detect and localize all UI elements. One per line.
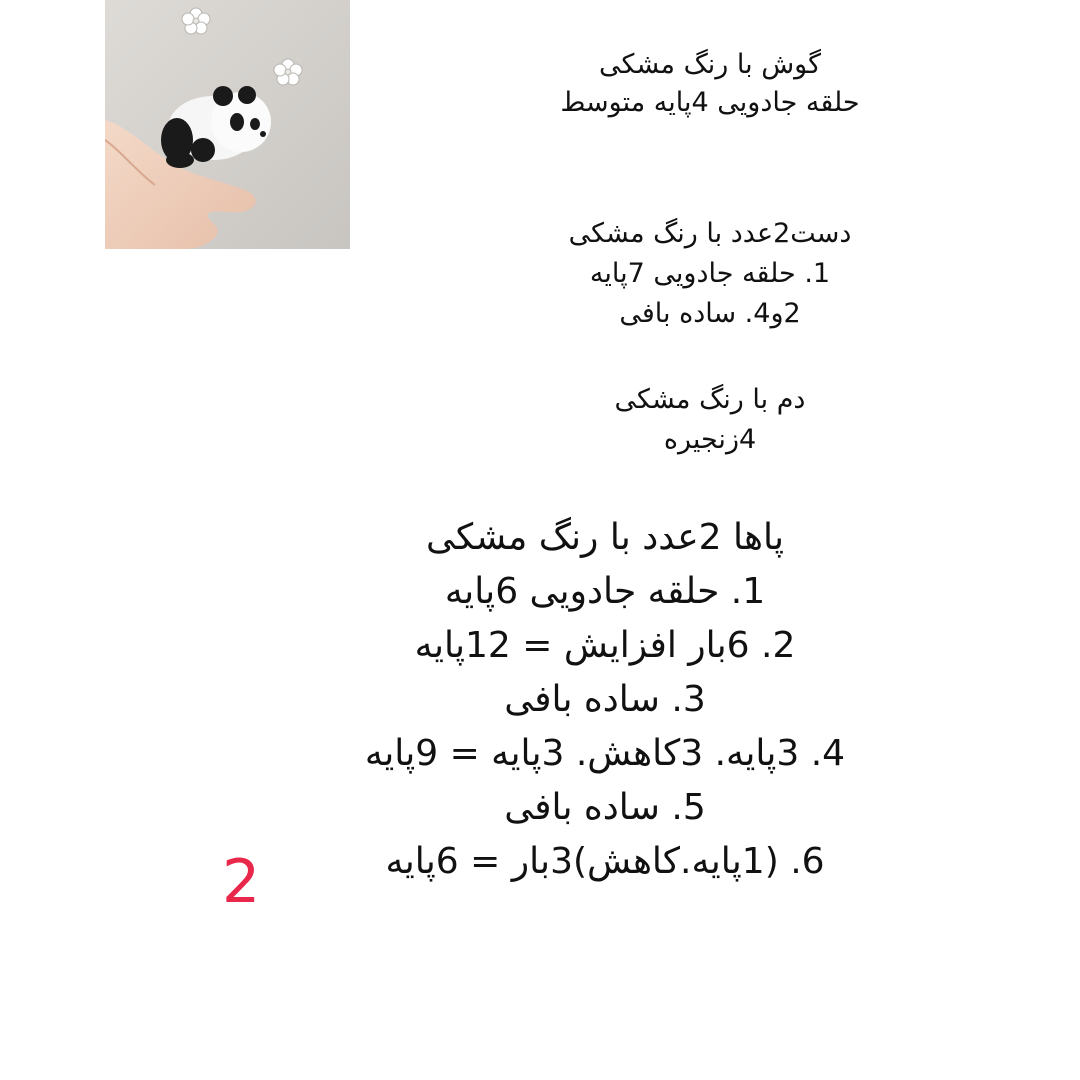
arm-title: دست2عدد با رنگ مشکی [568, 218, 852, 249]
legs-row: 6. (1پایه.کاهش)3بار = 6پایه [385, 841, 825, 882]
panda-photo [105, 0, 350, 249]
tail-title: دم با رنگ مشکی [614, 384, 806, 415]
legs-row: 1. حلقه جادویی 6پایه [444, 571, 766, 612]
arm-row-2: 2و4. ساده بافی [619, 298, 801, 329]
arm-section [555, 214, 865, 334]
legs-row: 3. ساده بافی [504, 679, 706, 720]
tail-section [580, 380, 840, 460]
legs-title: پاها 2عدد با رنگ مشکی [426, 517, 784, 558]
legs-row: 5. ساده بافی [504, 787, 706, 828]
ear-instruction: حلقه جادویی 4پایه متوسط [560, 87, 860, 118]
legs-row: 4. 3پایه. 3کاهش. 3پایه = 9پایه [364, 733, 846, 774]
ear-section [540, 46, 880, 122]
arm-row-1: 1. حلقه جادویی 7پایه [589, 258, 831, 289]
page-number: 2 [222, 847, 261, 917]
legs-section [340, 511, 870, 889]
legs-row: 2. 6بار افزایش = 12پایه [414, 625, 796, 666]
ear-title: گوش با رنگ مشکی [599, 49, 821, 80]
tail-row-1: 4زنجیره [663, 424, 757, 455]
panda-photo-illustration [105, 0, 350, 249]
